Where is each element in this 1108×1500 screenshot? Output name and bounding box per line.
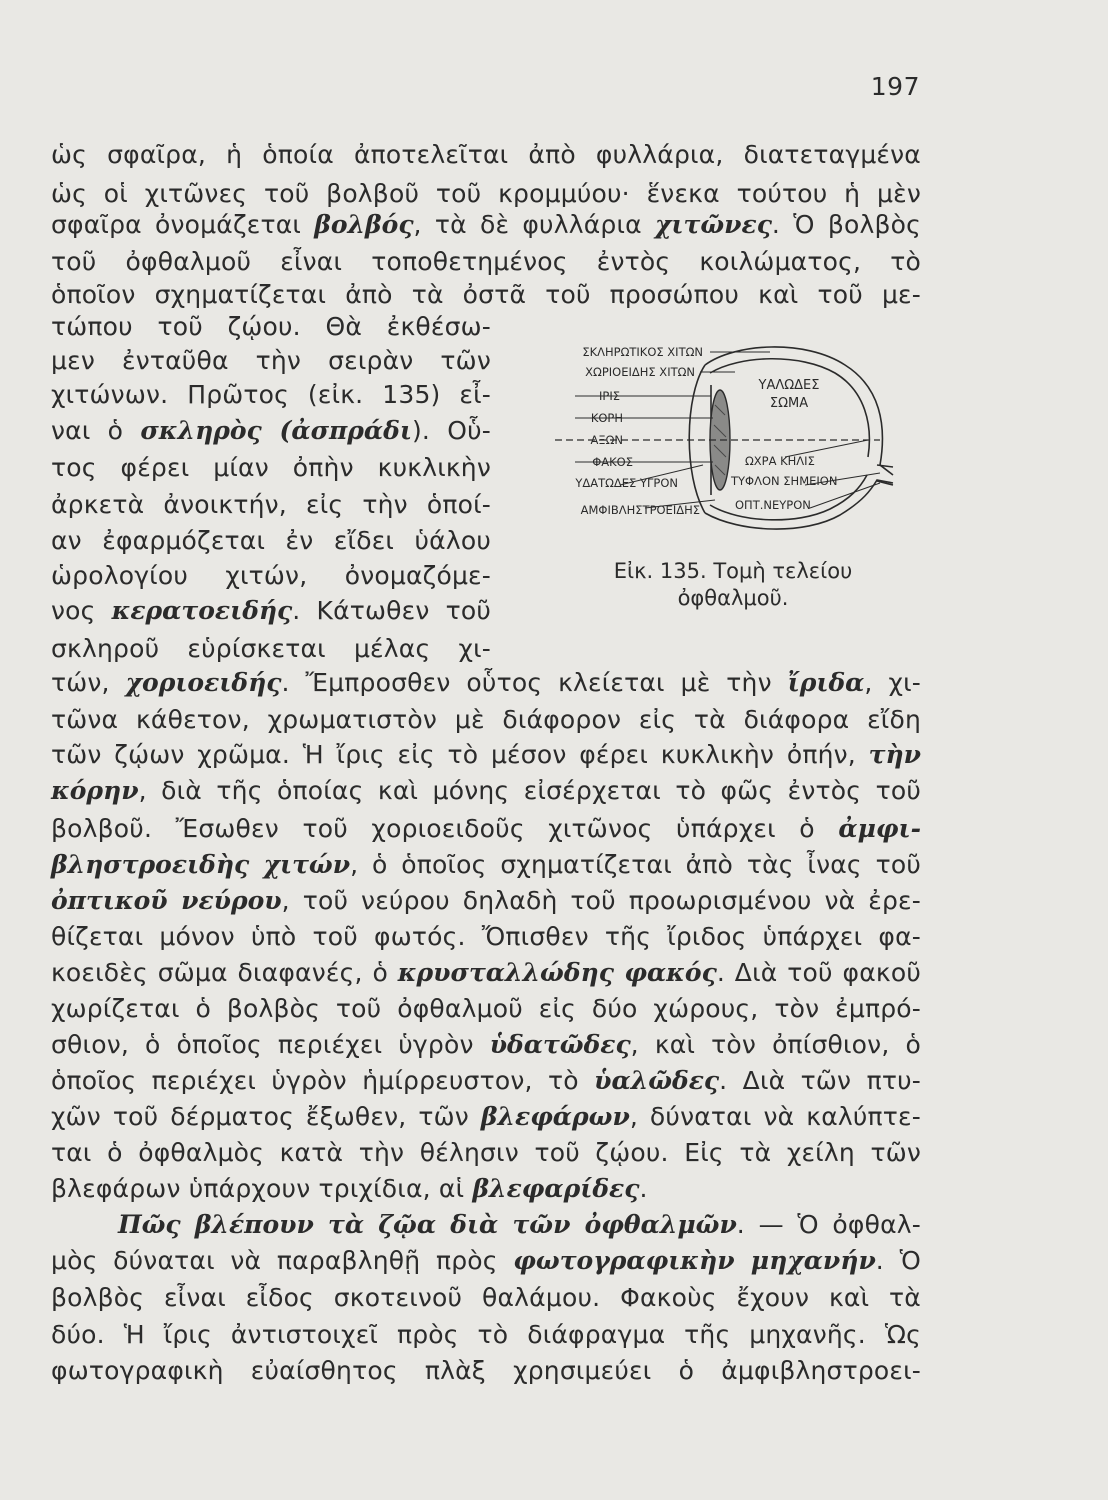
text-line: σκληροῦ εὑρίσκεται μέλας χι- <box>51 634 491 663</box>
label-macula: ΩΧΡΑ ΚΗΛΙΣ <box>745 454 815 468</box>
label-vitreous-2: ΣΩΜΑ <box>769 396 809 411</box>
text-line: μεν ἐνταῦθα τὴν σειρὰν τῶν <box>51 346 491 375</box>
eye-diagram-figure <box>535 325 895 545</box>
section-heading-line: Πῶς βλέπουν τὰ ζῷα διὰ τῶν ὀφθαλμῶν. — Ὁ ὀφθαλ- <box>118 1210 921 1239</box>
text-line: χιτώνων. Πρῶτος (εἰκ. 135) εἶ- <box>51 380 491 409</box>
text-line: σφαῖρα ὀνομάζεται βολβός, τὰ δὲ φυλλάρια χιτῶνες. Ὁ βολβὸς <box>51 210 921 239</box>
text-line: σθιον, ὁ ὁποῖος περιέχει ὑγρὸν ὑδατῶδες, καὶ τὸν ὀπίσθιον, ὁ <box>51 1030 921 1059</box>
label-aqueous: ΥΔΑΤΩΔΕΣ ΥΓΡΟΝ <box>575 476 678 490</box>
text-line: χωρίζεται ὁ βολβὸς τοῦ ὀφθαλμοῦ εἰς δύο χώρους, τὸν ἐμπρό- <box>51 994 921 1023</box>
text-line: μὸς δύναται νὰ παραβληθῇ πρὸς φωτογραφικὴν μηχανήν. Ὁ <box>51 1246 922 1275</box>
text-line: νος κερατοειδής. Κάτωθεν τοῦ <box>51 596 492 625</box>
text-line: βολβοῦ. Ἔσωθεν τοῦ χοριοειδοῦς χιτῶνος ὑπάρχει ὁ ἀμφι- <box>51 814 921 843</box>
text-line: ὡρολογίου χιτών, ὀνομαζόμε- <box>51 561 491 590</box>
text-line: κόρην, διὰ τῆς ὁποίας καὶ μόνης εἰσέρχεται τὸ φῶς ἐντὸς τοῦ <box>51 776 921 805</box>
text-line: ὀπτικοῦ νεύρου, τοῦ νεύρου δηλαδὴ τοῦ προωρισμένου νὰ ἐρε- <box>51 886 921 915</box>
label-sclera: ΣΚΛΗΡΩΤΙΚΟΣ ΧΙΤΩΝ <box>582 345 703 359</box>
text-line: τος φέρει μίαν ὀπὴν κυκλικὴν <box>51 453 491 482</box>
page-number: 197 <box>870 72 920 101</box>
label-choroid: ΧΩΡΙΟΕΙΔΗΣ ΧΙΤΩΝ <box>585 365 695 379</box>
cornea-outline <box>689 365 705 513</box>
text-line: ἀρκετὰ ἀνοικτήν, εἰς τὴν ὁποί- <box>51 490 491 519</box>
text-line: τῶν ζῴων χρῶμα. Ἡ ἴρις εἰς τὸ μέσον φέρει κυκλικὴν ὀπήν, τὴν <box>51 740 921 769</box>
eye-cross-section-diagram <box>535 325 895 545</box>
caption-line: Εἰκ. 135. Τομὴ τελείου <box>613 559 853 583</box>
text-line: τώπου τοῦ ζῴου. Θὰ ἐκθέσω- <box>51 312 491 341</box>
label-vitreous-1: ΥΑΛΩΔΕΣ <box>758 378 820 393</box>
label-retina: ΑΜΦΙΒΛΗΣΤΡΟΕΙΔΗΣ <box>580 503 700 517</box>
text-line: θίζεται μόνον ὑπὸ τοῦ φωτός. Ὄπισθεν τῆς ἴριδος ὑπάρχει φα- <box>51 922 921 951</box>
text-line: ὁποῖος περιέχει ὑγρὸν ἡμίρρευστον, τὸ ὑαλῶδες. Διὰ τῶν πτυ- <box>51 1066 921 1095</box>
figure-caption <box>548 558 918 612</box>
text-line: αν ἐφαρμόζεται ἐν εἴδει ὑάλου <box>51 526 491 555</box>
label-pupil: ΚΟΡΗ <box>590 411 623 425</box>
text-line: ὡς οἱ χιτῶνες τοῦ βολβοῦ τοῦ κρομμύου· ἕνεκα τούτου ἡ μὲν <box>51 179 921 208</box>
text-line: βολβὸς εἶναι εἶδος σκοτεινοῦ θαλάμου. Φακοὺς ἔχουν καὶ τὰ <box>51 1283 921 1312</box>
label-axis: ΑΞΩΝ <box>590 433 623 447</box>
text-line: τών, χοριοειδής. Ἔμπροσθεν οὗτος κλείεται μὲ τὴν ἴριδα, χι- <box>51 668 921 697</box>
label-blind-spot: ΤΥΦΛΟΝ ΣΗΜΕΙΟΝ <box>731 474 838 488</box>
text-line: ὡς σφαῖρα, ἡ ὁποία ἀποτελεῖται ἀπὸ φυλλάρια, διατεταγμένα <box>51 140 921 169</box>
text-line: ται ὁ ὀφθαλμὸς κατὰ τὴν θέλησιν τοῦ ζῴου. Εἰς τὰ χείλη τῶν <box>51 1138 921 1167</box>
text-line: τῶνα κάθετον, χρωματιστὸν μὲ διάφορον εἰς τὰ διάφορα εἴδη <box>51 705 921 734</box>
label-lens: ΦΑΚΟΣ <box>592 455 633 469</box>
text-line: βλεφάρων ὑπάρχουν τριχίδια, αἱ βλεφαρίδες. <box>51 1174 648 1203</box>
caption-line: ὀφθαλμοῦ. <box>677 586 789 610</box>
text-line: ὁποῖον σχηματίζεται ἀπὸ τὰ ὀστᾶ τοῦ προσώπου καὶ τοῦ με- <box>51 280 921 309</box>
text-line: φωτογραφικὴ εὐαίσθητος πλὰξ χρησιμεύει ὁ ἀμφιβληστροει- <box>51 1356 921 1385</box>
label-optic-nerve: ΟΠΤ.ΝΕΥΡΟΝ <box>735 498 811 512</box>
text-line: δύο. Ἡ ἴρις ἀντιστοιχεῖ πρὸς τὸ διάφραγμα τῆς μηχανῆς. Ὡς <box>51 1320 921 1349</box>
text-line: κοειδὲς σῶμα διαφανές, ὁ κρυσταλλώδης φακός. Διὰ τοῦ φακοῦ <box>51 958 921 987</box>
text-line: τοῦ ὀφθαλμοῦ εἶναι τοποθετημένος ἐντὸς κοιλώματος, τὸ <box>51 247 921 276</box>
label-iris: ΙΡΙΣ <box>599 389 620 403</box>
text-line: ναι ὁ σκληρὸς (ἀσπράδι). Οὗ- <box>51 416 491 445</box>
text-line: βληστροειδὴς χιτών, ὁ ὁποῖος σχηματίζεται ἀπὸ τὰς ἶνας τοῦ <box>51 850 921 879</box>
text-line: χῶν τοῦ δέρματος ἔξωθεν, τῶν βλεφάρων, δύναται νὰ καλύπτε- <box>51 1102 921 1131</box>
